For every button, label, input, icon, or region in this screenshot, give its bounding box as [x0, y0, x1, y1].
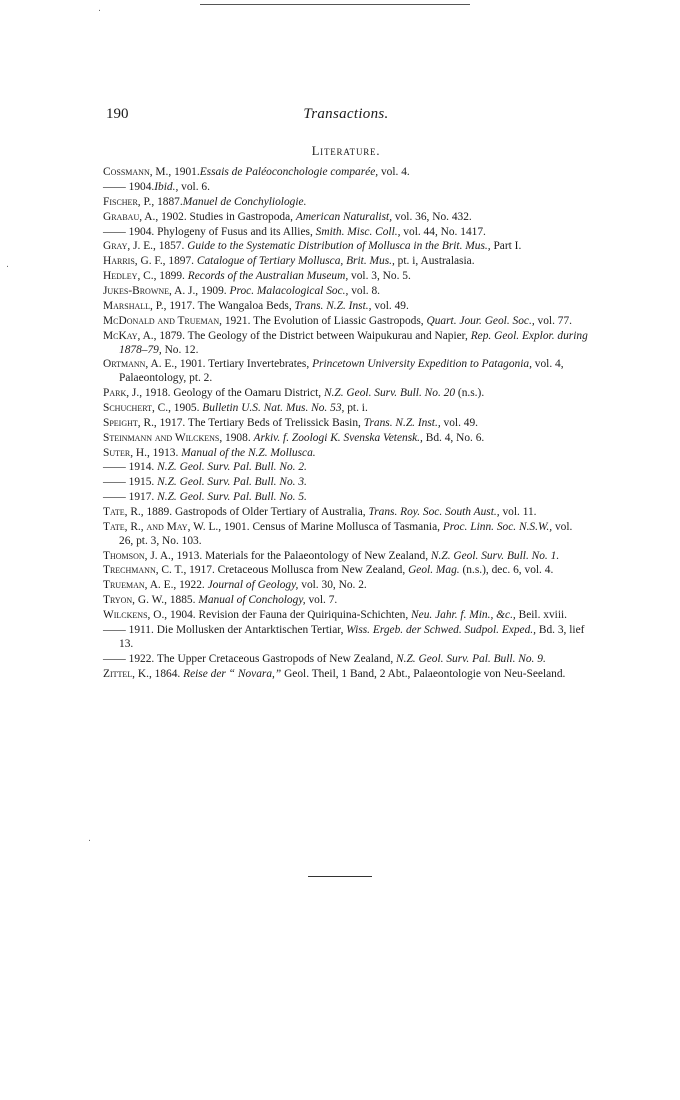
- reference-entry: [103, 476, 589, 490]
- top-rule: [200, 4, 470, 5]
- reference-author: Harris, G. F., 1897.: [103, 255, 194, 268]
- reference-author: Hedley, C., 1899.: [103, 270, 185, 283]
- reference-title: Die Mollusken der Antarktischen Tertiar,: [153, 624, 347, 637]
- reference-author: Zittel, K., 1864.: [103, 667, 181, 680]
- page-header: [106, 106, 586, 126]
- reference-author: Tate, R., and May, W. L., 1901.: [103, 521, 250, 533]
- reference-source: Journal of Geology,: [207, 579, 299, 592]
- reference-details: vol. 30, No. 2.: [298, 579, 367, 592]
- reference-entry: [103, 491, 589, 505]
- reference-entry: [103, 609, 589, 623]
- reference-entry: [103, 402, 589, 416]
- reference-author: Cossmann, M., 1901.: [103, 166, 200, 178]
- reference-details: vol. 11.: [499, 506, 537, 519]
- reference-details: vol. 49.: [440, 416, 479, 429]
- reference-entry: [103, 506, 589, 520]
- reference-author: —— 1917.: [103, 491, 155, 504]
- reference-entry: [103, 255, 589, 269]
- reference-title: Geology of the Oamaru District,: [170, 386, 324, 399]
- reference-title: Cretaceous Mollusca from New Zealand,: [214, 564, 409, 577]
- reference-details: vol. 8.: [348, 285, 380, 298]
- reference-title: The Evolution of Liassic Gastropods,: [250, 314, 427, 327]
- reference-details: Beil. xviii.: [515, 609, 568, 622]
- reference-source: Quart. Jour. Geol. Soc.,: [426, 314, 535, 327]
- reference-author: Grabau, A., 1902.: [103, 210, 187, 223]
- reference-author: Speight, R., 1917.: [103, 416, 186, 429]
- reference-source: Catalogue of Tertiary Mollusca, Brit. Mus.,: [196, 255, 395, 268]
- reference-details: vol. 6.: [178, 180, 210, 193]
- reference-source: Manual of the N.Z. Mollusca.: [181, 446, 316, 459]
- reference-title: Gastropods of Older Tertiary of Australia,: [172, 506, 369, 519]
- reference-entry: [103, 300, 589, 314]
- reference-source: N.Z. Geol. Surv. Bull. No. 1.: [430, 549, 560, 562]
- reference-author: McKay, A., 1879.: [103, 329, 185, 342]
- reference-title: The Upper Cretaceous Gastropods of New Zealand,: [154, 652, 397, 665]
- reference-source: Proc. Malacological Soc.,: [229, 285, 349, 298]
- reference-source: Princetown University Expedition to Patagonia,: [312, 358, 532, 371]
- reference-source: Geol. Mag.: [408, 564, 460, 577]
- reference-source: Bulletin U.S. Nat. Mus. No. 53,: [202, 401, 345, 414]
- reference-entry: [103, 166, 589, 180]
- reference-title: The Wangaloa Beds,: [194, 300, 295, 313]
- reference-author: Wilckens, O., 1904.: [103, 609, 196, 622]
- reference-author: Tate, R., 1889.: [103, 506, 173, 519]
- reference-title: Census of Marine Mollusca of Tasmania,: [249, 521, 443, 533]
- reference-author: —— 1922.: [103, 652, 155, 665]
- reference-details: Part I.: [490, 240, 522, 253]
- reference-source: Proc. Linn. Soc. N.S.W.,: [442, 521, 553, 533]
- reference-title: Materials for the Palaeontology of New Zealand,: [202, 549, 431, 562]
- reference-entry: [103, 461, 589, 475]
- reference-entry: [103, 358, 589, 385]
- reference-author: Schuchert, C., 1905.: [103, 401, 200, 414]
- reference-details: (n.s.), dec. 6, vol. 4.: [459, 564, 554, 577]
- reference-entry: [103, 624, 589, 651]
- reference-details: vol. 36, No. 432.: [392, 210, 472, 223]
- reference-author: Trechmann, C. T., 1917.: [103, 564, 215, 577]
- reference-source: Neu. Jahr. f. Min., &c.,: [411, 609, 516, 622]
- section-title: Literature.: [311, 144, 381, 158]
- reference-title: Phylogeny of Fusus and its Allies,: [154, 225, 316, 238]
- reference-author: McDonald and Trueman, 1921.: [103, 314, 251, 327]
- reference-author: —— 1914.: [103, 461, 155, 474]
- reference-author: Tryon, G. W., 1885.: [103, 594, 196, 607]
- reference-details: Bd. 3, lief 13.: [119, 624, 585, 650]
- reference-author: —— 1915.: [103, 476, 155, 489]
- reference-entry: [103, 270, 589, 284]
- reference-details: Geol. Theil, 1 Band, 2 Abt., Palaeontologie von Neu-Seeland.: [281, 667, 566, 680]
- reference-details: pt. i, Australasia.: [394, 255, 475, 268]
- reference-source: Ibid.,: [154, 180, 179, 193]
- reference-title: The Tertiary Beds of Trelissick Basin,: [185, 416, 364, 429]
- reference-entry: [103, 285, 589, 299]
- running-title: Transactions.: [303, 106, 389, 122]
- reference-details: vol. 3, No. 5.: [348, 270, 411, 283]
- reference-author: Jukes-Browne, A. J., 1909.: [103, 285, 227, 298]
- reference-source: N.Z. Geol. Surv. Pal. Bull. No. 9.: [396, 652, 546, 665]
- reference-entry: [103, 521, 589, 548]
- reference-source: Rep. Geol. Explor. during 1878–79,: [119, 329, 588, 356]
- reference-source: Manual of Conchology,: [198, 594, 306, 607]
- reference-entry: [103, 417, 589, 431]
- reference-source: Records of the Australian Museum,: [187, 270, 349, 283]
- reference-entry: [103, 579, 589, 593]
- reference-entry: [103, 196, 589, 210]
- reference-author: —— 1904.: [103, 225, 155, 238]
- reference-source: Trans. N.Z. Inst.,: [363, 416, 441, 429]
- reference-source: Reise der “ Novara,”: [183, 667, 282, 680]
- reference-source: Manuel de Conchyliologie.: [182, 195, 307, 208]
- closing-rule: [308, 876, 372, 877]
- reference-entry: [103, 668, 589, 682]
- reference-entry: [103, 447, 589, 461]
- reference-details: vol. 7.: [305, 594, 338, 607]
- reference-source: American Naturalist,: [295, 210, 393, 223]
- scan-mark: ᐧ: [98, 6, 101, 17]
- reference-details: Bd. 4, No. 6.: [422, 431, 485, 444]
- reference-entry: [103, 315, 589, 329]
- reference-details: (n.s.).: [455, 386, 485, 399]
- reference-details: vol. 49.: [371, 300, 409, 313]
- reference-details: vol. 26, pt. 3, No. 103.: [119, 521, 573, 547]
- reference-author: Park, J., 1918.: [103, 386, 171, 399]
- page-number: 190: [106, 106, 129, 122]
- reference-title: Revision der Fauna der Quiriquina-Schichten,: [195, 609, 412, 622]
- reference-entry: [103, 594, 589, 608]
- scan-mark: ᐧ: [88, 836, 91, 847]
- reference-entry: [103, 181, 589, 195]
- reference-entry: [103, 240, 589, 254]
- reference-source: N.Z. Geol. Surv. Pal. Bull. No. 2.: [157, 461, 307, 474]
- reference-entry: [103, 432, 589, 446]
- reference-details: pt. i.: [344, 401, 368, 414]
- reference-source: Guide to the Systematic Distribution of Mollusca in the Brit. Mus.,: [187, 240, 491, 253]
- reference-entry: [103, 550, 589, 564]
- reference-entry: [103, 211, 589, 225]
- reference-source: Trans. Roy. Soc. South Aust.,: [368, 506, 500, 519]
- reference-details: vol. 4, Palaeontology, pt. 2.: [119, 358, 564, 385]
- scan-mark: ᐧ: [6, 262, 9, 273]
- reference-entry: [103, 564, 589, 578]
- reference-source: Essais de Paléoconchologie comparée,: [199, 166, 379, 178]
- reference-entry: [103, 653, 589, 667]
- reference-author: Ortmann, A. E., 1901.: [103, 358, 206, 371]
- reference-author: Steinmann and Wilckens, 1908.: [103, 431, 251, 444]
- reference-details: vol. 44, No. 1417.: [400, 225, 486, 238]
- reference-author: Suter, H., 1913.: [103, 446, 179, 459]
- reference-source: Arkiv. f. Zoologi K. Svenska Vetensk.,: [253, 431, 423, 444]
- reference-author: Fischer, P., 1887.: [103, 195, 183, 208]
- reference-list: [103, 166, 589, 682]
- reference-entry: [103, 330, 589, 357]
- reference-details: No. 12.: [161, 343, 199, 356]
- reference-source: N.Z. Geol. Surv. Pal. Bull. No. 3.: [157, 476, 307, 489]
- reference-source: Wiss. Ergeb. der Schwed. Sudpol. Exped.,: [346, 624, 537, 637]
- reference-title: Studies in Gastropoda,: [186, 210, 296, 223]
- reference-details: vol. 4.: [378, 166, 410, 178]
- reference-source: Smith. Misc. Coll.,: [315, 225, 401, 238]
- reference-author: Thomson, J. A., 1913.: [103, 549, 203, 562]
- reference-entry: [103, 226, 589, 240]
- reference-title: Tertiary Invertebrates,: [205, 358, 313, 371]
- reference-title: The Geology of the District between Waipukurau and Napier,: [184, 329, 471, 342]
- reference-author: —— 1911.: [103, 624, 154, 637]
- reference-author: Marshall, P., 1917.: [103, 300, 195, 313]
- reference-author: —— 1904.: [103, 180, 155, 193]
- reference-source: N.Z. Geol. Surv. Pal. Bull. No. 5.: [157, 491, 307, 504]
- reference-entry: [103, 387, 589, 401]
- reference-source: N.Z. Geol. Surv. Bull. No. 20: [323, 386, 456, 399]
- reference-author: Gray, J. E., 1857.: [103, 240, 185, 253]
- reference-author: Trueman, A. E., 1922.: [103, 579, 205, 592]
- reference-source: Trans. N.Z. Inst.,: [294, 300, 372, 313]
- reference-details: vol. 77.: [534, 314, 573, 327]
